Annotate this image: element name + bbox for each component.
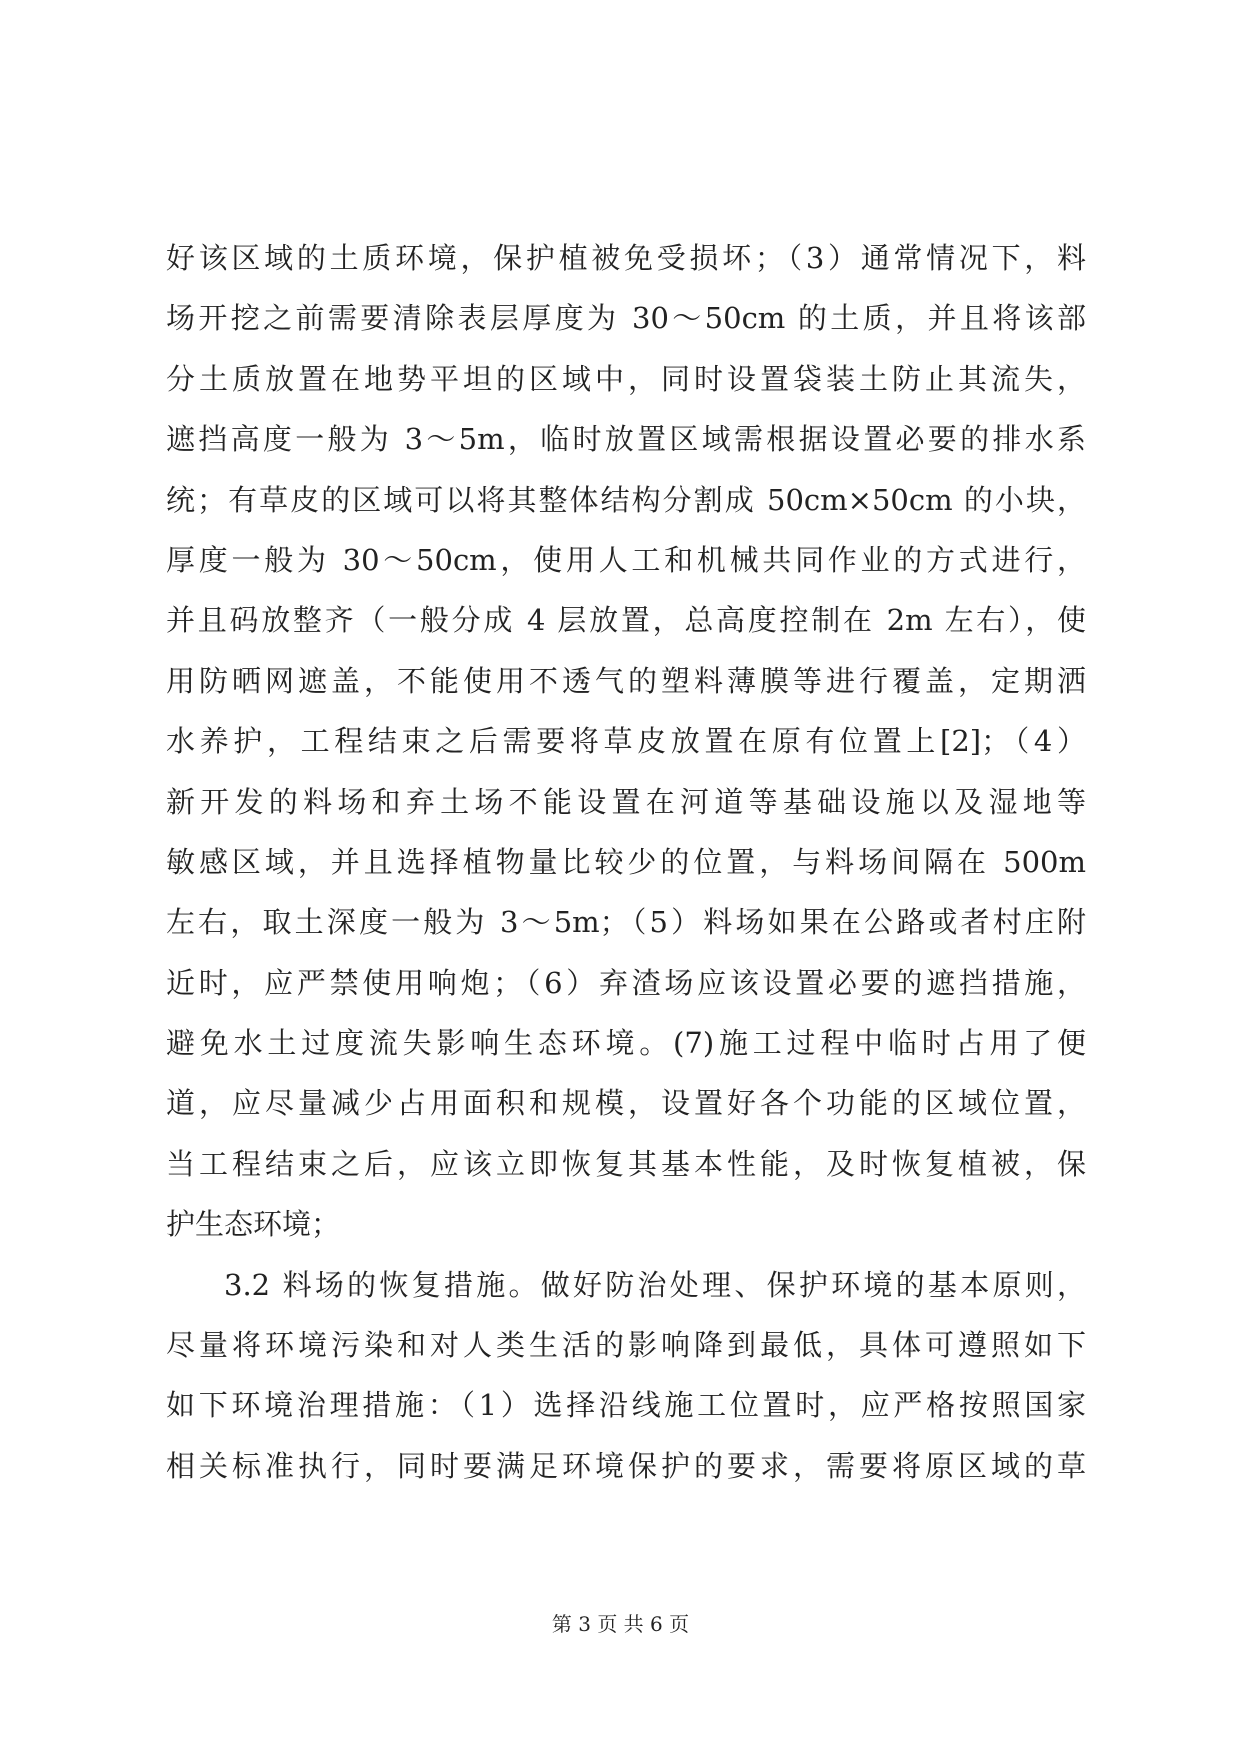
text-line: 当工程结束之后，应该立即恢复其基本性能，及时恢复植被，保 <box>166 1146 1086 1181</box>
text-line: 分土质放置在地势平坦的区域中，同时设置袋装土防止其流失， <box>166 361 1086 396</box>
text-line: 尽量将环境污染和对人类生活的影响降到最低，具体可遵照如下 <box>166 1328 1086 1363</box>
text-line: 如下环境治理措施：（1）选择沿线施工位置时，应严格按照国家 <box>166 1388 1086 1423</box>
text-line: 遮挡高度一般为 3～5m，临时放置区域需根据设置必要的排水系 <box>166 422 1086 457</box>
text-line: 左右，取土深度一般为 3～5m；（5）料场如果在公路或者村庄附 <box>166 905 1086 940</box>
text-line: 场开挖之前需要清除表层厚度为 30～50cm 的土质，并且将该部 <box>166 301 1086 336</box>
text-line: 近时，应严禁使用响炮；（6）弃渣场应该设置必要的遮挡措施， <box>166 965 1086 1000</box>
text-line: 避免水土过度流失影响生态环境。(7)施工过程中临时占用了便 <box>166 1026 1086 1061</box>
text-line: 统；有草皮的区域可以将其整体结构分割成 50cm×50cm 的小块， <box>166 482 1086 517</box>
text-line: 道，应尽量减少占用面积和规模，设置好各个功能的区域位置， <box>166 1086 1086 1121</box>
text-line: 水养护，工程结束之后需要将草皮放置在原有位置上[2]；（4） <box>166 724 1086 759</box>
text-line: 相关标准执行，同时要满足环境保护的要求，需要将原区域的草 <box>166 1448 1086 1483</box>
text-line: 新开发的料场和弃土场不能设置在河道等基础设施以及湿地等 <box>166 784 1086 819</box>
text-line: 好该区域的土质环境，保护植被免受损坏；（3）通常情况下，料 <box>166 241 1086 275</box>
text-line: 用防晒网遮盖，不能使用不透气的塑料薄膜等进行覆盖，定期洒 <box>166 663 1086 698</box>
text-line: 敏感区域，并且选择植物量比较少的位置，与料场间隔在 500m <box>166 844 1086 879</box>
text-line: 护生态环境； <box>166 1207 341 1242</box>
text-line: 厚度一般为 30～50cm，使用人工和机械共同作业的方式进行， <box>166 542 1086 577</box>
section-heading-line: 3.2 料场的恢复措施。做好防治处理、保护环境的基本原则， <box>224 1267 1086 1302</box>
page-number-footer: 第 3 页 共 6 页 <box>551 1612 690 1636</box>
body-text <box>166 228 1086 1496</box>
text-line: 并且码放整齐（一般分成 4 层放置，总高度控制在 2m 左右），使 <box>166 603 1086 638</box>
